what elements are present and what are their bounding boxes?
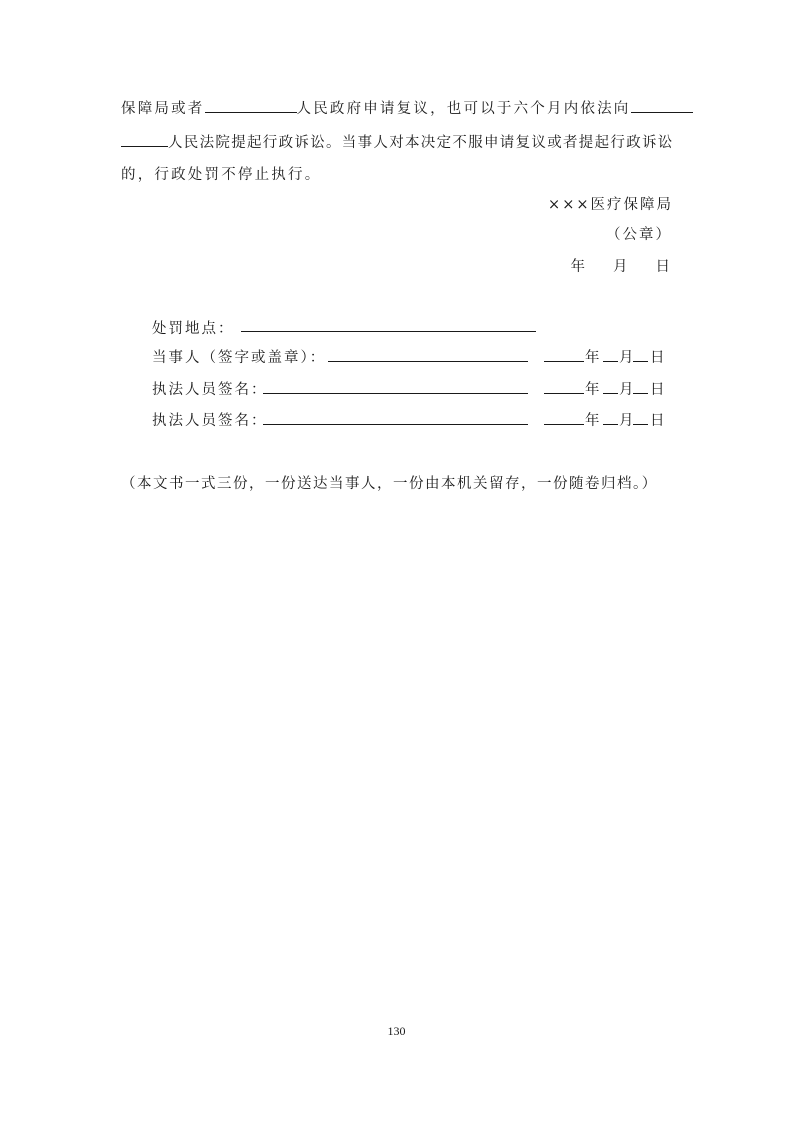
paragraph-line-3 <box>121 163 321 184</box>
officer-2-date-day-field[interactable] <box>633 423 648 425</box>
officer-1-date-month-label: 月 <box>619 382 634 398</box>
copies-footnote: （本文书一式三份，一份送达当事人，一份由本机关留存，一份随卷归档。） <box>121 476 658 492</box>
party-date-day-label: 日 <box>650 350 665 366</box>
fill-in-blank[interactable] <box>205 98 297 113</box>
officer-2-date-year-field[interactable] <box>544 423 584 425</box>
official-seal-label: （公章） <box>606 227 672 243</box>
party-date-month-field[interactable] <box>603 360 618 362</box>
fill-in-blank[interactable] <box>631 98 693 113</box>
officer-2-signature-label: 执法人员签名： <box>152 413 268 429</box>
date-month-label: 月 <box>613 259 630 275</box>
officer-1-date-month-field[interactable] <box>603 392 618 394</box>
officer-1-date-day-field[interactable] <box>633 392 648 394</box>
issuer-name: ×××医疗保障局 <box>548 197 673 213</box>
party-date-day-field[interactable] <box>633 360 648 362</box>
page-number: 130 <box>387 1024 406 1038</box>
officer-2-date-year-label: 年 <box>585 413 600 429</box>
paragraph-text: 保障局或者 <box>121 101 205 117</box>
officer-2-date-month-label: 月 <box>619 413 634 429</box>
officer-1-signature-field[interactable] <box>263 392 528 394</box>
officer-1-date-day-label: 日 <box>650 382 665 398</box>
officer-1-signature-label: 执法人员签名： <box>152 382 268 398</box>
penalty-place-field[interactable] <box>241 330 536 332</box>
officer-1-date-year-label: 年 <box>585 382 600 398</box>
penalty-place-label: 处罚地点： <box>152 321 235 337</box>
paragraph-line-1 <box>121 97 693 118</box>
party-date-month-label: 月 <box>619 350 634 366</box>
party-date-year-field[interactable] <box>544 360 584 362</box>
officer-1-date-year-field[interactable] <box>544 392 584 394</box>
party-date-year-label: 年 <box>585 350 600 366</box>
fill-in-blank[interactable] <box>121 132 168 147</box>
officer-2-date-month-field[interactable] <box>603 423 618 425</box>
issuer-date <box>571 255 673 276</box>
paragraph-line-2 <box>121 131 674 152</box>
officer-2-date-day-label: 日 <box>650 413 665 429</box>
party-signature-label: 当事人（签字或盖章）： <box>152 350 327 366</box>
paragraph-text: 人民政府申请复议，也可以于六个月内依法向 <box>296 101 631 117</box>
paragraph-text: 人民法院提起行政诉讼。当事人对本决定不服申请复议或者提起行政诉讼 <box>168 135 674 151</box>
party-signature-field[interactable] <box>328 360 528 362</box>
paragraph-text: 的，行政处罚不停止执行。 <box>121 167 322 183</box>
officer-2-signature-field[interactable] <box>263 423 528 425</box>
date-year-label: 年 <box>570 259 587 275</box>
date-day-label: 日 <box>655 259 672 275</box>
